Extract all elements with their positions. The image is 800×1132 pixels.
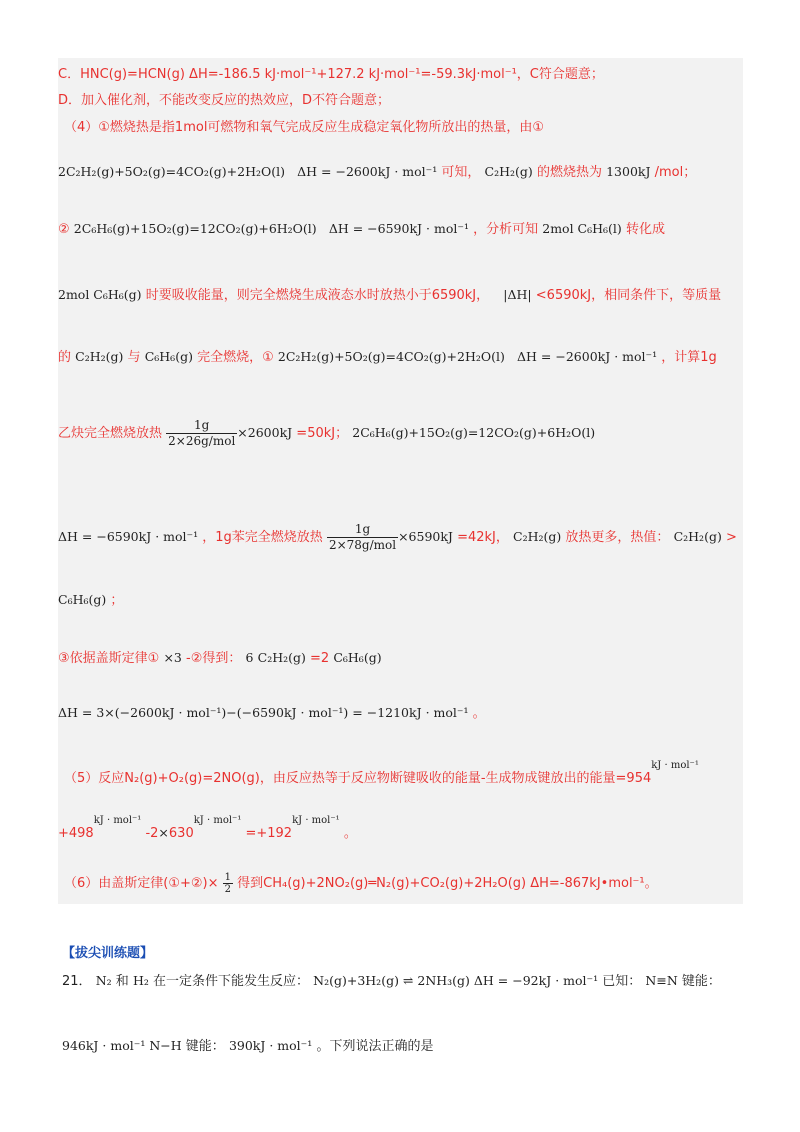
part4-line-compare: 的 C₂H₂(g) 与 C₆H₆(g) 完全燃烧，① 2C₂H₂(g)+5O₂(g)=4CO₂(g)+2H₂O(l) ΔH = −2600kJ · mol⁻¹ ，计算1g <box>58 349 717 365</box>
answer-explanation-box <box>58 58 743 904</box>
question-21-stem-cont: 946kJ · mol⁻¹ N−H 键能： 390kJ · mol⁻¹ 。下列说法正确的是 <box>62 1038 434 1054</box>
ammonia-equation: N₂(g)+3H₂(g) ⇌ 2NH₃(g) ΔH = −92kJ · mol⁻¹ <box>313 973 599 988</box>
fraction-acetylene: $\frac{1g}{\text{2×26g/mol}}$ <box>168 418 236 448</box>
part4-line-hess-result: ΔH = 3×(−2600kJ · mol⁻¹)−(−6590kJ · mol⁻¹) = −1210kJ · mol⁻¹ 。 <box>58 705 486 721</box>
equation-benzene: 2C₆H₆(g)+15O₂(g)=12CO₂(g)+6H₂O(l) <box>73 221 317 236</box>
fraction-one-half: $\frac{1}{2}$ <box>224 872 232 895</box>
enthalpy-benzene: ΔH = −6590kJ · mol⁻¹ <box>328 221 469 236</box>
part4-intro: （4）①燃烧热是指1mol可燃物和氧气完成反应生成稳定氧化物所放出的热量，由① <box>64 120 545 135</box>
section-heading: 【拔尖训练题】 <box>62 946 154 961</box>
part4-line-hess: ③依据盖斯定律① ×3 -②得到： 6 C₂H₂(g) =2 C₆H₆(g) <box>58 650 382 666</box>
question-21-stem: 21． N₂ 和 H₂ 在一定条件下能发生反应： N₂(g)+3H₂(g) ⇌ 2NH₃(g) ΔH = −92kJ · mol⁻¹ 已知： N≡N 键能： <box>62 973 721 989</box>
part6-line: （6）由盖斯定律(①+②)× $\frac{1}{2}$ 得到CH₄(g)+2NO₂(g)═N₂(g)+CO₂(g)+2H₂O(g) ΔH=-867kJ•mol⁻¹。 <box>64 872 658 895</box>
part4-line-combustion-c2h2: 2C₂H₂(g)+5O₂(g)=4CO₂(g)+2H₂O(l) ΔH = −2600kJ · mol⁻¹ 可知， C₂H₂(g) 的燃烧热为 1300kJ /mol； <box>58 164 697 180</box>
option-d-line: D．加入催化剂，不能改变反应的热效应，D不符合题意； <box>58 93 391 108</box>
fraction-benzene: $\frac{1g}{\text{2×78g/mol}}$ <box>328 522 397 552</box>
part4-line-benzene-end: C₆H₆(g) ； <box>58 592 124 608</box>
part4-line-benzene-heat: ΔH = −6590kJ · mol⁻¹ ，1g苯完全燃烧放热 $\frac{1g}{\text{2×78g/mol}}$ ×6590kJ =42kJ， C₂H₂(g) 放热更多，热值： C₂H₂(g) > <box>58 522 737 552</box>
part4-line-benzene: ② 2C₆H₆(g)+15O₂(g)=12CO₂(g)+6H₂O(l) ΔH = −6590kJ · mol⁻¹ ，分析可知 2mol C₆H₆(l) 转化成 <box>58 221 665 237</box>
part5-line: （5）反应N₂(g)+O₂(g)=2NO(g)，由反应热等于反应物断键吸收的能量-生成物成键放出的能量$=954^{kJ \cdot mol^{-1}}$ <box>64 760 699 786</box>
part4-line-phase-change: 2mol C₆H₆(g) 时要吸收能量，则完全燃烧生成液态水时放热小于6590kJ， |ΔH| <6590kJ，相同条件下，等质量 <box>58 287 722 303</box>
part4-line-acetylene-heat: 乙炔完全燃烧放热 $\frac{1g}{\text{2×26g/mol}}$ ×2600kJ =50kJ； 2C₆H₆(g)+15O₂(g)=12CO₂(g)+6H₂O(l) <box>58 418 596 448</box>
enthalpy-acetylene: ΔH = −2600kJ · mol⁻¹ <box>297 164 438 179</box>
option-c-line: C．HNC(g)=HCN(g) ΔH=-186.5 kJ·mol⁻¹+127.2 kJ·mol⁻¹=-59.3kJ·mol⁻¹，C符合题意； <box>58 67 604 82</box>
part5-line-calc: $+498^{kJ \cdot mol^{-1}}$ $-2\times 630^{kJ \cdot mol^{-1}} =+192^{kJ \cdot mol^{-1}}$ 。 <box>58 815 357 841</box>
equation-acetylene: 2C₂H₂(g)+5O₂(g)=4CO₂(g)+2H₂O(l) <box>58 164 285 179</box>
